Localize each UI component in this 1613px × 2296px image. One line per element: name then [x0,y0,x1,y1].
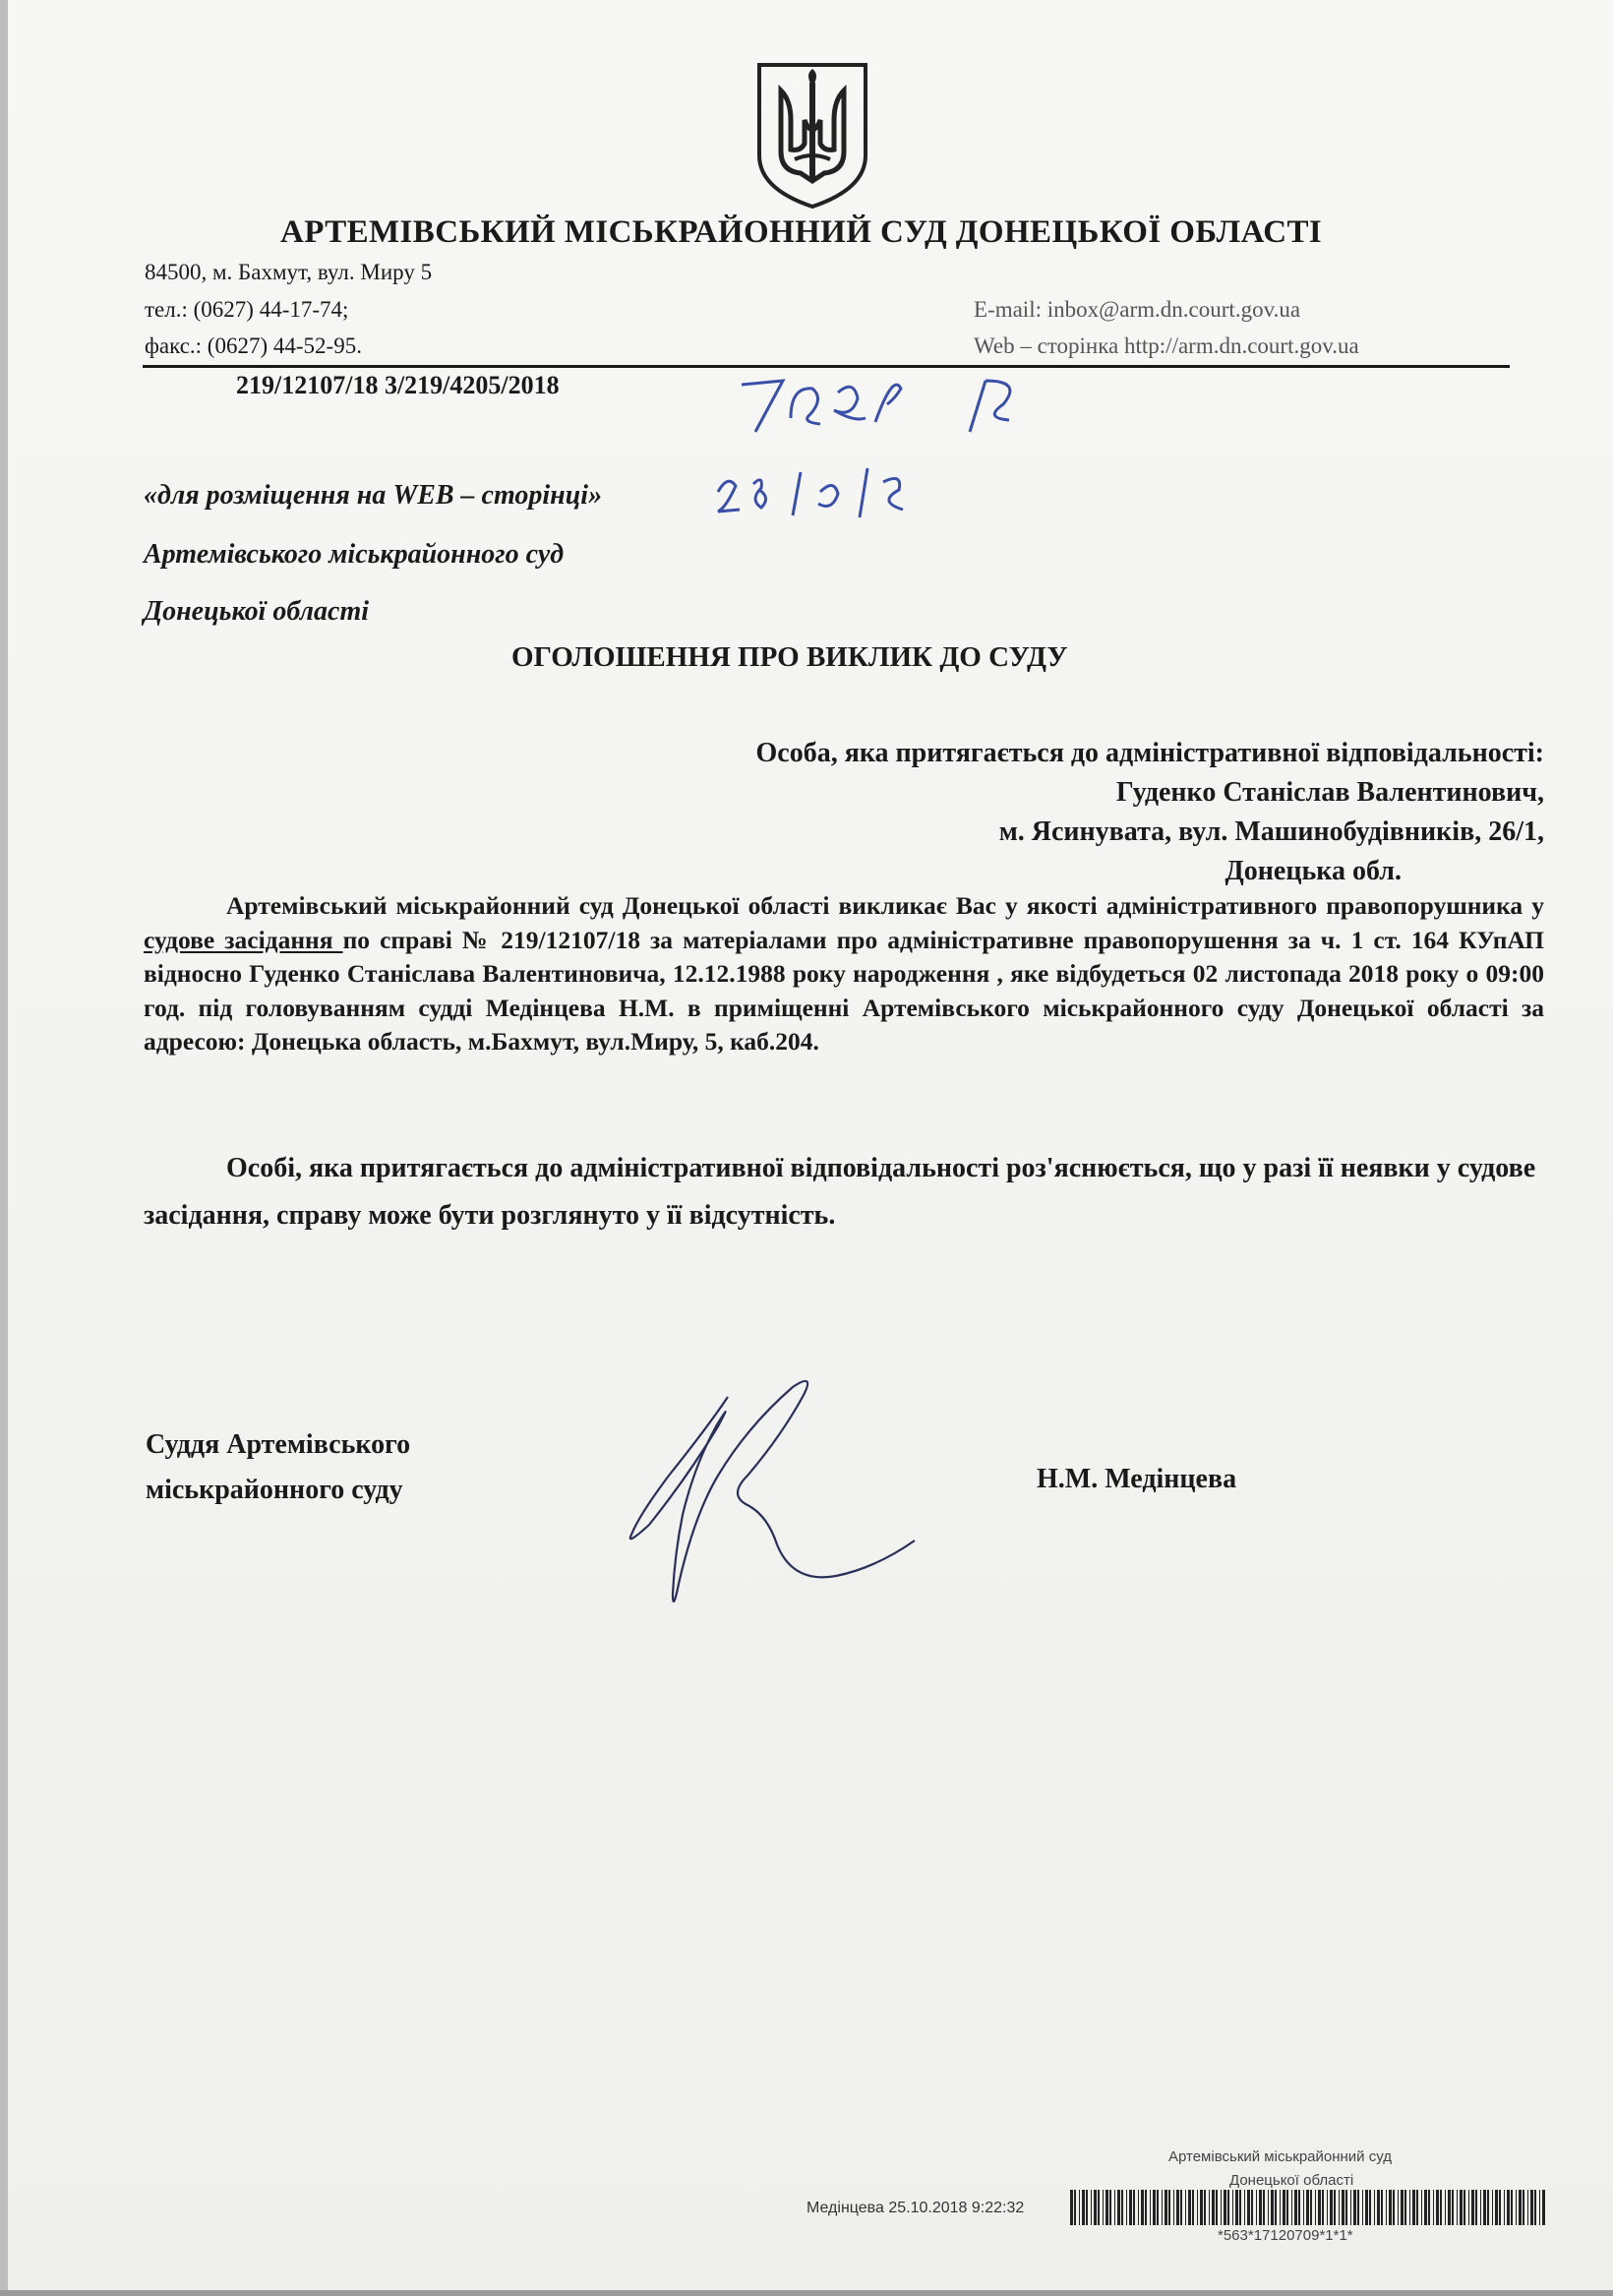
barcode-bar [1504,2190,1505,2225]
barcode-bar [1433,2190,1434,2225]
barcode-bar [1251,2190,1253,2225]
court-address: 84500, м. Бахмут, вул. Миру 5 [145,260,433,284]
barcode-bar [1428,2190,1430,2225]
barcode-bar [1268,2190,1269,2225]
scan-edge-left [0,0,8,2296]
barcode-bar [1157,2190,1159,2225]
barcode-bar [1452,2190,1454,2225]
barcode-bar [1221,2190,1222,2225]
barcode-bar [1389,2190,1392,2225]
barcode-bar [1345,2190,1347,2225]
barcode-bar [1098,2190,1100,2225]
barcode-bar [1165,2190,1167,2225]
barcode-bar [1280,2190,1281,2225]
barcode-bar [1126,2190,1127,2225]
barcode-bar [1448,2190,1451,2225]
barcode-bar [1436,2190,1439,2225]
barcode-bar [1271,2190,1274,2225]
barcode-bar [1235,2190,1238,2225]
barcode-bar [1483,2190,1486,2225]
barcode-bar [1310,2190,1312,2225]
barcode-bar [1534,2190,1536,2225]
barcode-bar [1244,2190,1245,2225]
barcode-bar [1103,2190,1104,2225]
barcode-bar [1192,2190,1194,2225]
barcode-bar [1322,2190,1324,2225]
barcode-bar [1306,2190,1309,2225]
barcode-bar [1401,2190,1404,2225]
barcode-bar [1487,2190,1489,2225]
barcode-bar [1145,2190,1147,2225]
barcode-bar [1150,2190,1151,2225]
barcode-bar [1440,2190,1442,2225]
barcode-bar [1471,2190,1474,2225]
barcode-bar [1350,2190,1351,2225]
barcode-bar [1464,2190,1465,2225]
barcode-bar [1105,2190,1108,2225]
barcode-bar [1398,2190,1399,2225]
barcode-bar [1256,2190,1257,2225]
barcode-bar [1342,2190,1344,2225]
court-website: Web – сторінка http://arm.dn.court.gov.ua [974,333,1359,358]
barcode-bar [1539,2190,1540,2225]
barcode-bar [1275,2190,1277,2225]
barcode-bar [1468,2190,1469,2225]
barcode-bar [1492,2190,1493,2225]
barcode-bar [1074,2190,1076,2225]
barcode-bar [1129,2190,1132,2225]
judge-role-line-1: Суддя Артемівського [146,1429,411,1460]
barcode-bar [1445,2190,1446,2225]
barcode-bar [1480,2190,1481,2225]
barcode-bar [1117,2190,1120,2225]
barcode-bar [1377,2190,1380,2225]
barcode-bar [1200,2190,1203,2225]
barcode-bar [1259,2190,1262,2225]
barcode-bar [1365,2190,1368,2225]
court-name: АРТЕМІВСЬКИЙ МІСЬКРАЙОННИЙ СУД ДОНЕЦЬКОЇ ОБЛАСТІ [280,214,1323,250]
barcode-bar [1495,2190,1498,2225]
person-address: м. Ясинувата, вул. Машинобудівників, 26/1, [998,816,1544,847]
barcode-bar [1327,2190,1328,2225]
barcode-bar [1109,2190,1111,2225]
barcode-bar [1082,2190,1085,2225]
barcode-bar [1353,2190,1356,2225]
barcode-bar [1369,2190,1371,2225]
court-email: E-mail: inbox@arm.dn.court.gov.ua [974,297,1301,322]
handwritten-registration-mark [728,359,1062,448]
hearing-link: судове засідання [144,925,343,954]
barcode-bar [1530,2190,1533,2225]
handwritten-date [710,453,926,531]
barcode-bar [1318,2190,1321,2225]
barcode-bar [1204,2190,1206,2225]
barcode-bar [1114,2190,1115,2225]
person-region: Донецька обл. [1225,856,1402,886]
barcode-bar [1460,2190,1463,2225]
judge-role-line-2: міськрайонного суду [146,1475,403,1505]
barcode-bar [1141,2190,1144,2225]
addressee-line-1: Артемівського міськрайонного суд [144,539,565,570]
barcode-bar [1499,2190,1501,2225]
barcode-bar [1227,2190,1229,2225]
barcode-bar [1138,2190,1139,2225]
barcode-bar [1247,2190,1250,2225]
barcode-bar [1523,2190,1524,2225]
barcode-bar [1362,2190,1363,2225]
barcode-bar [1283,2190,1285,2225]
barcode-bar [1232,2190,1233,2225]
body-text-part2: по справі № 219/12107/18 за матеріалами про адміністративне правопорушення за ч. 1 ст. 164 КУпАП відносно Гуденко Станіслава Валентиновича, 12.12.1988 року народження , яке відбудеться 02 листопада 2018 року о 09:00 год. під головуванням судді Медінцева Н.М. в приміщенні Артемівського міськрайонного суду Донецької області за адресою: Донецька область, м.Бахмут, вул.Миру, 5, каб.204. [144,925,1544,1057]
judge-signature [600,1367,925,1623]
stamp-signer-timestamp: Медінцева 25.10.2018 9:22:32 [806,2200,1025,2216]
barcode-bar [1315,2190,1316,2225]
barcode-bar [1212,2190,1215,2225]
barcode-bar [1457,2190,1458,2225]
stamp-court-line-1: Артемівський міськрайонний суд [1168,2148,1392,2165]
case-reference: 219/12107/18 3/219/4205/2018 [236,371,560,399]
coat-of-arms-icon [755,61,869,211]
barcode-bar [1339,2190,1340,2225]
barcode-bar [1386,2190,1387,2225]
court-fax: факс.: (0627) 44-52-95. [145,333,362,358]
barcode-bar [1298,2190,1300,2225]
barcode-bar [1224,2190,1226,2225]
barcode-bar [1424,2190,1427,2225]
barcode-bar [1404,2190,1406,2225]
barcode-bar [1094,2190,1097,2225]
barcode-bar [1416,2190,1418,2225]
addressee-line-2: Донецької області [144,596,370,627]
barcode-bar [1303,2190,1304,2225]
barcode-bar [1527,2190,1528,2225]
barcode-bar [1197,2190,1198,2225]
person-label: Особа, яка притягається до адміністративної відповідальності: [755,738,1544,768]
web-placement-note: «для розміщення на WEB – сторінці» [144,480,603,511]
barcode-bar [1173,2190,1174,2225]
barcode-bar [1511,2190,1513,2225]
scan-edge-bottom [0,2290,1613,2296]
barcode-bar [1334,2190,1336,2225]
barcode-bar [1409,2190,1410,2225]
document-barcode [1070,2190,1548,2225]
barcode-bar [1412,2190,1415,2225]
barcode-bar [1185,2190,1186,2225]
barcode-bar [1516,2190,1517,2225]
barcode-bar [1393,2190,1395,2225]
barcode-bar [1381,2190,1383,2225]
barcode-bar [1168,2190,1170,2225]
judge-name: Н.М. Медінцева [1037,1464,1237,1494]
stamp-court-line-2: Донецької області [1229,2172,1354,2189]
person-name: Гуденко Станіслав Валентинович, [1115,777,1544,808]
barcode-bar [1286,2190,1288,2225]
barcode-bar [1291,2190,1292,2225]
barcode-bar [1188,2190,1191,2225]
barcode-bar [1239,2190,1241,2225]
barcode-bar [1374,2190,1375,2225]
document-title: ОГОЛОШЕННЯ ПРО ВИКЛИК ДО СУДУ [511,641,1068,673]
barcode-bar [1162,2190,1163,2225]
barcode-bar [1542,2190,1545,2225]
barcode-bar [1507,2190,1510,2225]
barcode-bar [1263,2190,1265,2225]
barcode-bar [1180,2190,1182,2225]
barcode-bar [1070,2190,1073,2225]
body-text-part1: Артемівський міськрайонний суд Донецької області викликає Вас у якості адміністративного правопорушника у [226,891,1544,920]
barcode-bar [1294,2190,1297,2225]
barcode-bar [1153,2190,1156,2225]
barcode-bar [1086,2190,1088,2225]
barcode-bar [1121,2190,1123,2225]
barcode-bar [1421,2190,1422,2225]
barcode-bar [1079,2190,1080,2225]
barcode-bar [1216,2190,1218,2225]
barcode-bar [1475,2190,1477,2225]
barcode-bar [1091,2190,1092,2225]
barcode-bar [1330,2190,1333,2225]
barcode-bar [1357,2190,1359,2225]
summons-body [144,889,1544,1059]
barcode-bar [1519,2190,1522,2225]
barcode-number: *563*17120709*1*1* [1218,2227,1353,2244]
absence-notice: Особі, яка притягається до адміністративної відповідальності роз'яснюється, що у разі її неявки у судове засідання, справу може бути розглянуто у її відсутність. [144,1153,1536,1231]
judge-role [146,1422,410,1513]
barcode-bar [1133,2190,1135,2225]
barcode-bar [1176,2190,1179,2225]
court-phone: тел.: (0627) 44-17-74; [145,297,349,322]
barcode-bar [1209,2190,1210,2225]
